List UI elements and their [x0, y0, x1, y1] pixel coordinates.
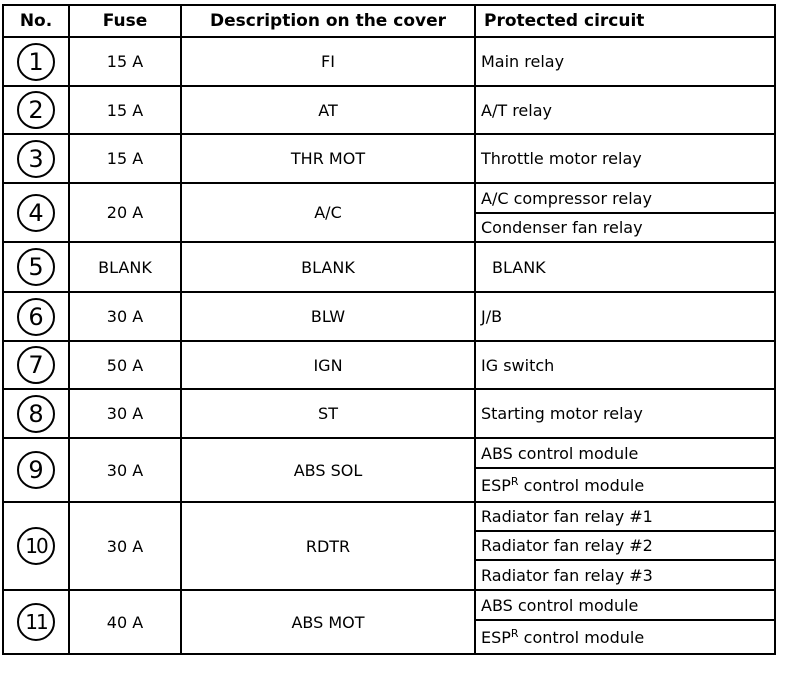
fuse-rating: 30 A — [69, 292, 181, 341]
fuse-number-circle: 2 — [17, 91, 55, 129]
fuse-number-cell — [3, 438, 69, 502]
circuit-text: A/C compressor relay — [481, 188, 652, 208]
fuse-rating: 30 A — [69, 502, 181, 590]
circuit-text: ABS control module — [481, 595, 639, 615]
protected-circuit — [475, 620, 775, 654]
circuit-text: IG switch — [481, 355, 555, 375]
header-description: Description on the cover — [181, 5, 475, 37]
fuse-rating: 30 A — [69, 389, 181, 438]
fuse-number-cell — [3, 242, 69, 292]
fuse-number-circle: 5 — [17, 248, 55, 286]
fuse-number-cell — [3, 341, 69, 389]
table-row — [3, 134, 775, 183]
fuse-number-circle: 10 — [17, 527, 55, 565]
fuse-number-cell — [3, 134, 69, 183]
fuse-description: ABS MOT — [181, 590, 475, 654]
header-row — [3, 5, 775, 37]
fuse-number-circle: 6 — [17, 298, 55, 336]
fuse-description: RDTR — [181, 502, 475, 590]
table-row — [3, 183, 775, 213]
protected-circuit — [475, 389, 775, 438]
fuse-number-circle: 9 — [17, 451, 55, 489]
table-row — [3, 590, 775, 620]
protected-circuit — [475, 86, 775, 134]
table-row — [3, 292, 775, 341]
circuit-text: ESP — [481, 627, 511, 647]
table-body — [3, 37, 775, 654]
circuit-text-rest: control module — [518, 627, 645, 647]
protected-circuit — [475, 292, 775, 341]
circuit-text: Radiator fan relay #1 — [481, 507, 653, 526]
protected-circuit — [475, 438, 775, 468]
circuit-text: Radiator fan relay #3 — [481, 565, 653, 585]
fuse-number-cell — [3, 502, 69, 590]
circuit-text: ESP — [481, 475, 511, 495]
circuit-text: Main relay — [481, 52, 565, 71]
protected-circuit — [475, 213, 775, 242]
fuse-number-circle: 3 — [17, 140, 55, 178]
protected-circuit — [475, 560, 775, 590]
fuse-rating: 30 A — [69, 438, 181, 502]
table-row — [3, 242, 775, 292]
fuse-description: ST — [181, 389, 475, 438]
fuse-rating: 15 A — [69, 37, 181, 86]
fuse-rating: 20 A — [69, 183, 181, 242]
registered-superscript: R — [510, 626, 519, 640]
fuse-number-cell — [3, 37, 69, 86]
table-row — [3, 502, 775, 531]
table-row — [3, 37, 775, 86]
fuse-description: IGN — [181, 341, 475, 389]
fuse-description: BLW — [181, 292, 475, 341]
circuit-text: J/B — [481, 307, 503, 326]
fuse-rating: 40 A — [69, 590, 181, 654]
fuse-description: AT — [181, 86, 475, 134]
table-row — [3, 438, 775, 468]
table-row — [3, 389, 775, 438]
header-fuse: Fuse — [69, 5, 181, 37]
fuse-table — [2, 4, 776, 655]
header-no: No. — [3, 5, 69, 37]
circuit-text: Radiator fan relay #2 — [481, 536, 653, 555]
circuit-text: A/T relay — [481, 100, 552, 120]
registered-superscript: R — [510, 474, 519, 488]
fuse-rating: 50 A — [69, 341, 181, 389]
header-protected-circuit: Protected circuit — [475, 5, 775, 37]
protected-circuit — [475, 183, 775, 213]
protected-circuit — [475, 134, 775, 183]
fuse-number-circle: 8 — [17, 395, 55, 433]
fuse-description: THR MOT — [181, 134, 475, 183]
circuit-text: Condenser fan relay — [481, 218, 643, 237]
fuse-description: A/C — [181, 183, 475, 242]
circuit-text-rest: control module — [518, 475, 645, 495]
fuse-rating: BLANK — [69, 242, 181, 292]
fuse-description: BLANK — [181, 242, 475, 292]
circuit-text: Starting motor relay — [481, 404, 643, 423]
fuse-number-circle: 4 — [17, 194, 55, 232]
fuse-number-cell — [3, 292, 69, 341]
fuse-number-cell — [3, 389, 69, 438]
fuse-number-cell — [3, 590, 69, 654]
fuse-number-cell — [3, 86, 69, 134]
protected-circuit — [475, 341, 775, 389]
circuit-text: Throttle motor relay — [481, 149, 642, 168]
protected-circuit — [475, 37, 775, 86]
protected-circuit — [475, 502, 775, 531]
protected-circuit — [475, 531, 775, 560]
protected-circuit — [475, 468, 775, 502]
protected-circuit — [475, 242, 775, 292]
table-row — [3, 86, 775, 134]
circuit-text: BLANK — [492, 257, 546, 277]
fuse-number-circle: 1 — [17, 43, 55, 81]
fuse-rating: 15 A — [69, 134, 181, 183]
circuit-text: ABS control module — [481, 443, 639, 463]
fuse-description: FI — [181, 37, 475, 86]
table-row — [3, 341, 775, 389]
fuse-number-cell — [3, 183, 69, 242]
table-header — [3, 5, 775, 37]
protected-circuit — [475, 590, 775, 620]
fuse-number-circle: 11 — [17, 603, 55, 641]
fuse-rating: 15 A — [69, 86, 181, 134]
fuse-description: ABS SOL — [181, 438, 475, 502]
fuse-number-circle: 7 — [17, 346, 55, 384]
